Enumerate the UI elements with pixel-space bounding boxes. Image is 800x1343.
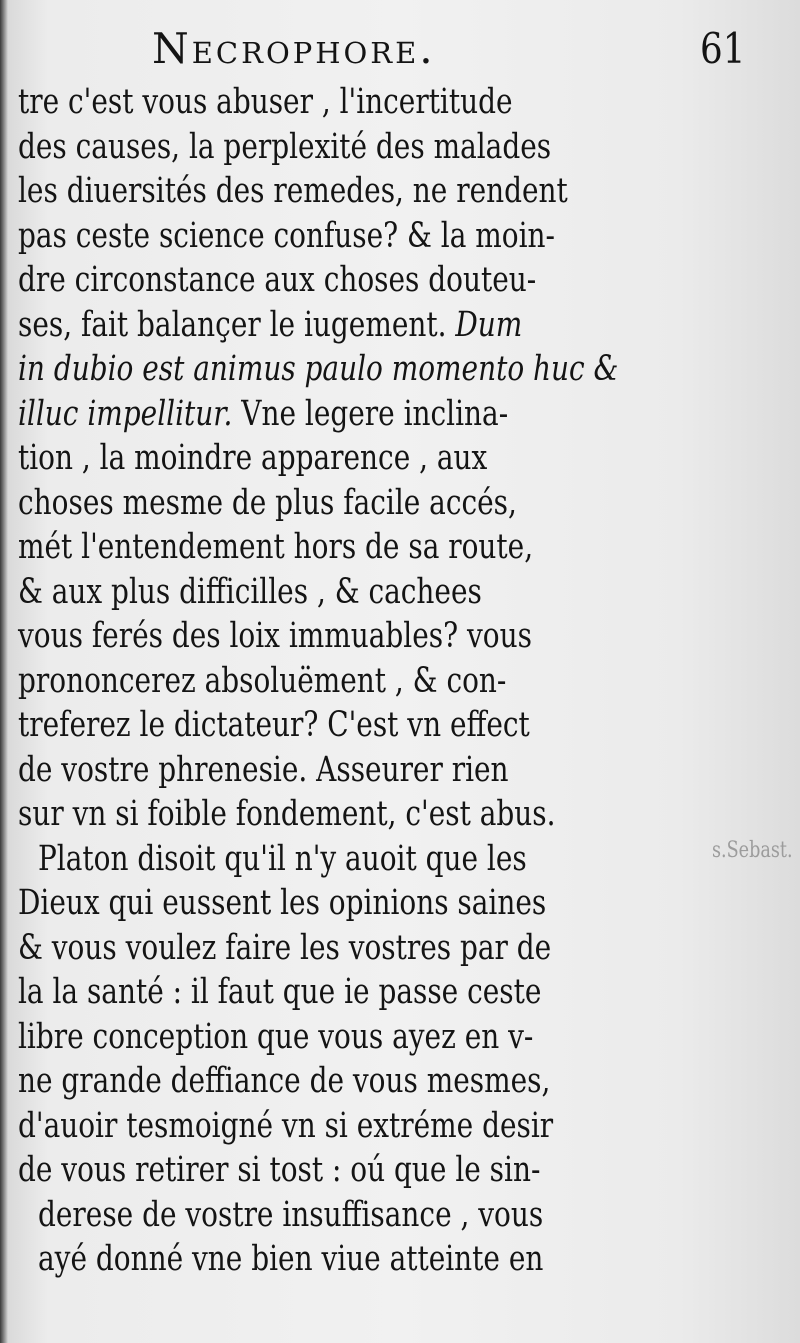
latin-italic: in dubio est animus paulo momento huc & (18, 349, 619, 389)
text-line: & aux plus difficilles , & cachees (18, 571, 482, 612)
text-line: tion , la moindre apparence , aux (18, 438, 488, 478)
text-line: pas ceste science confuse? & la moin- (18, 215, 555, 256)
text-line: ses, fait balançer le iugement. Dum (18, 304, 523, 345)
text-line: de vostre phrenesie. Asseurer rien (18, 749, 509, 790)
margin-note: s.Sebast. (712, 838, 793, 863)
text-line: des causes, la perplexité des malades (18, 126, 552, 167)
running-title: Necrophore. (152, 24, 436, 73)
text-line: Platon disoit qu'il n'y auoit que les (38, 838, 527, 879)
text-line: tre c'est vous abuser , l'incertitude (18, 82, 513, 122)
text-line (18, 347, 618, 391)
text-line: Dieux qui eussent les opinions saines (18, 883, 547, 923)
text-line: treferez le dictateur? C'est vn effect (18, 705, 530, 745)
text-line: sur vn si foible fondement, c'est abus. (18, 794, 556, 834)
text-line: d'auoir tesmoigné vn si extréme desir (18, 1105, 554, 1146)
latin-italic: illuc impellitur. (18, 393, 233, 434)
text-line: ayé donné vne bien viue atteinte en (38, 1239, 544, 1279)
text-line: ne grande deffiance de vous mesmes, (18, 1061, 551, 1101)
text-line: les diuersités des remedes, ne rendent (18, 171, 568, 211)
text-line: illuc impellitur. Vne legere inclina- (18, 393, 509, 434)
page-header (0, 18, 800, 78)
text-line: libre conception que vous ayez en v- (18, 1016, 534, 1057)
text-line: la la santé : il faut que ie passe ceste (18, 972, 542, 1012)
text-line: prononcerez absoluëment , & con- (18, 660, 507, 701)
text-line: vous ferés des loix immuables? vous (18, 616, 532, 656)
latin-italic: Dum (455, 304, 523, 345)
text-line: mét l'entendement hors de sa route, (18, 527, 534, 567)
text-line: derese de vostre insuffisance , vous (38, 1194, 544, 1235)
text-line: de vous retirer si tost : oú que le sin- (18, 1150, 541, 1190)
text-line: dre circonstance aux choses douteu- (18, 260, 537, 300)
binding-shadow (0, 0, 8, 1343)
text-line: choses mesme de plus facile accés, (18, 482, 517, 523)
text-line: & vous voulez faire les vostres par de (18, 927, 552, 968)
page-number: 61 (700, 24, 746, 73)
